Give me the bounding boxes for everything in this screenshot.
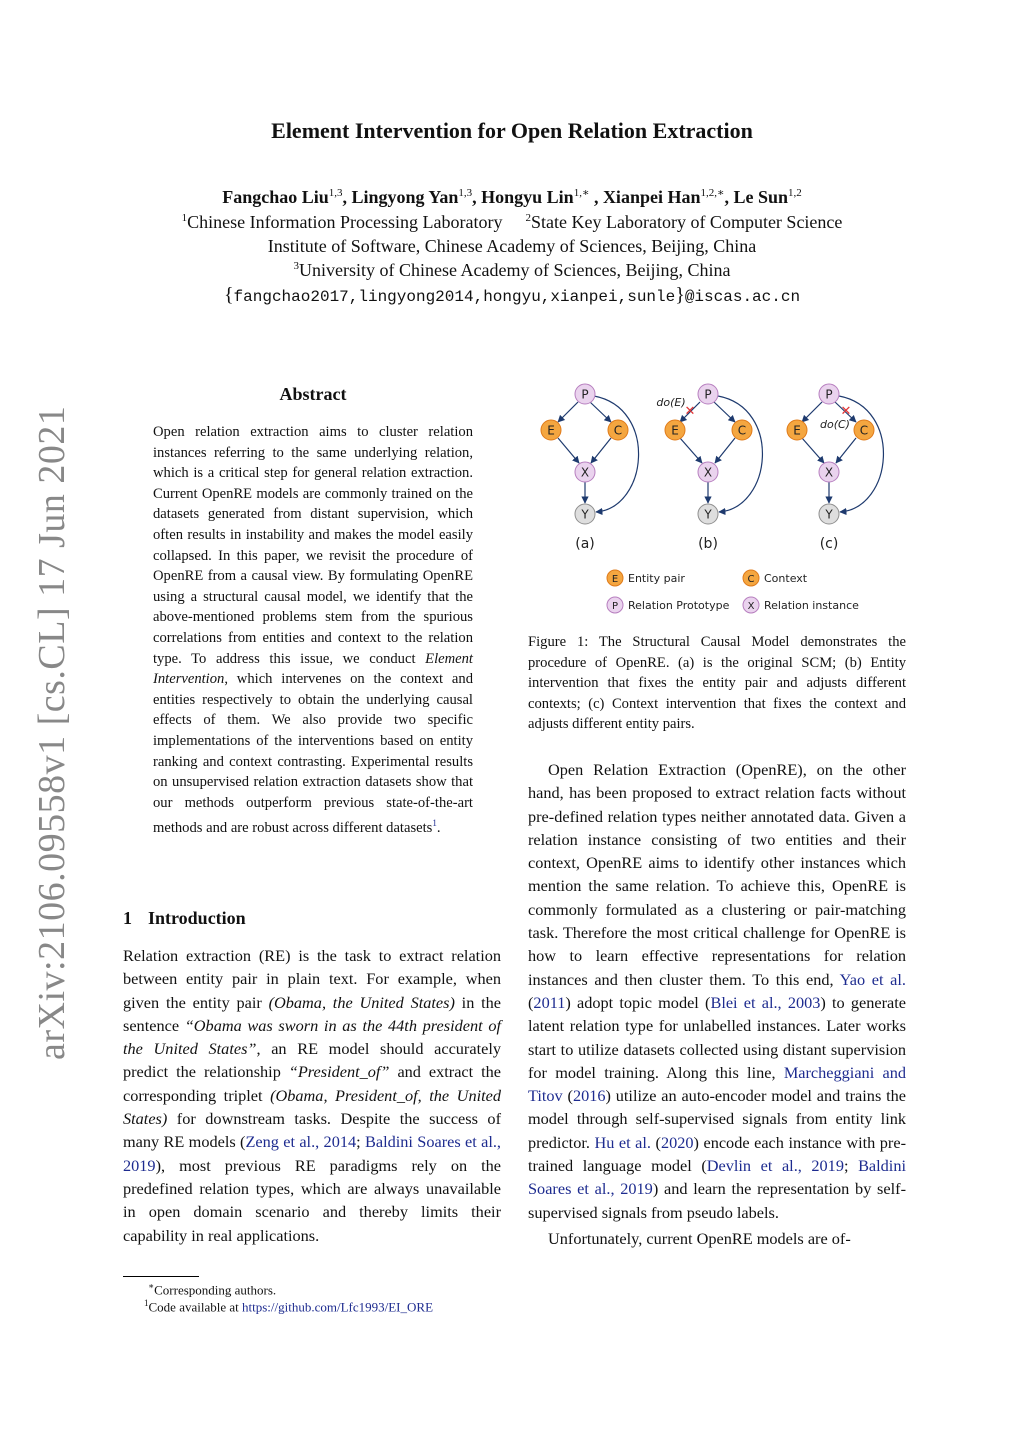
node-label: C: [613, 423, 623, 438]
footnote-text: Corresponding authors.: [154, 1282, 277, 1298]
affiliation-mark: 1: [181, 212, 188, 224]
citation-link[interactable]: Baldini Soares et al., 2019: [123, 1132, 501, 1175]
email-users: fangchao2017,lingyong2014,hongyu,xianpei,sunle: [233, 288, 676, 306]
footnote-mark: 1: [144, 1298, 149, 1308]
author-affiliation-mark: 1,∗: [573, 187, 590, 199]
intro-text: in the sentence: [123, 992, 502, 1035]
body-text: utilize an auto-encoder model and trains the model through self-supervised signals from entity link predictor.: [528, 1086, 906, 1152]
email-brace-close: }: [675, 284, 685, 306]
affiliation-ucas: University of Chinese Academy of Sciences, Beijing, China: [299, 260, 731, 280]
node-label: C: [859, 423, 869, 438]
do-e-label: do(E): [656, 396, 686, 409]
edge-e-x: [680, 438, 702, 463]
abstract-text: , which intervenes on the context and entities respectively to obtain the underlying causal effects of them. We also provide two specific implementations of the interventions based on entity ranking and context contrasting. Experimental results on unsupervised relation extraction datasets show that our methods outperform previous state-of-the-art methods and are robust across different datasets: [153, 671, 473, 837]
body-paragraph-2: Unfortunately, current OpenRE models are of-: [548, 1228, 851, 1248]
edge-c-x: [836, 438, 856, 463]
author-name: Hongyu Lin: [481, 187, 574, 207]
intro-text: for downstream tasks. Despite the success of many RE models (: [123, 1109, 501, 1152]
citation-link[interactable]: Devlin et al., 2019: [706, 1156, 844, 1176]
body-text: encode each instance with pre-trained language model (: [528, 1132, 906, 1176]
author-affiliation-mark: 1,2,∗: [700, 187, 725, 199]
edge-p-y: [594, 396, 639, 512]
body-text: ) and learn the representation by self-supervised signals from pseudo labels.: [528, 1179, 906, 1222]
author-name: Le Sun: [733, 187, 788, 207]
legend-node-letter: P: [611, 601, 619, 612]
citation-paren: ): [565, 992, 571, 1012]
edge-p-c: [590, 402, 611, 422]
citation-paren: (: [562, 1086, 573, 1106]
citation-link[interactable]: Hu et al.: [594, 1132, 651, 1152]
node-label: P: [704, 387, 712, 402]
node-label: C: [737, 423, 747, 438]
edge-e-x: [558, 438, 579, 463]
author-separator: ,: [342, 187, 352, 207]
citation-paren: (: [651, 1132, 661, 1152]
edge-c-x: [715, 438, 735, 463]
section-number: 1: [123, 908, 132, 928]
body-text: Open Relation Extraction (OpenRE), on the other hand, has been proposed to extract relation facts without pre-defined relation types neither annotated data. Given a relation instance consisting of two entities and their context, OpenRE aims to identify other instances which mention the same relation. To achieve this, OpenRE is commonly formulated as a clustering or pair-matching task. Therefore the most critical challenge for OpenRE is how to learn effective representations for relation instances and then cluster them. To this end,: [528, 760, 906, 989]
author-affiliation-mark: 1,3: [458, 187, 473, 199]
intro-text: and extract the corresponding triplet: [123, 1062, 501, 1105]
edge-p-c: [714, 402, 735, 422]
citation-paren: ): [605, 1086, 611, 1106]
author-separator: ,: [724, 187, 734, 207]
footnote-divider: [123, 1276, 199, 1277]
author-emails: [0, 284, 1024, 307]
cut-edge-cross: ✕: [840, 404, 852, 419]
email-brace-open: {: [223, 284, 234, 306]
intro-text: ), most previous RE paradigms rely on the predefined relation types, which are always unavailable in open domain scenario and thereby limits their capability in real applications.: [123, 1155, 501, 1245]
footnote-code: [144, 1298, 433, 1315]
panel-label-a: (a): [575, 536, 595, 552]
body-text: ) to generate latent relation type for unlabelled instances. Later works start to utilize datasets collected using distant supervision for model training. Along this line,: [528, 992, 907, 1082]
citation-paren: (: [528, 992, 534, 1012]
abstract-text: Open relation extraction aims to cluster relation instances referring to the same underlying relation, which is a critical step for general relation extraction. Current OpenRE models are commonly trained on the datasets generated from distant supervision, which often results in instability and makes the model easily collapsed. In this paper, we revisit the procedure of OpenRE from a causal view. By formulating OpenRE using a structural causal model, we identify that the above-mentioned problems stem from the spurious correlations from entities and context to the relation type. To address this issue, we conduct: [153, 424, 473, 667]
intro-text: Relation extraction (RE) is the task to extract relation between entity pair in plain text. For example, when given the entity pair: [123, 946, 501, 1012]
edge-e-x: [802, 438, 824, 463]
affiliation-line-3: [0, 260, 1024, 281]
scm-panel-b: [656, 384, 762, 552]
example-entity-pair: (Obama, the United States): [268, 992, 455, 1012]
body-text: adopt topic model (: [570, 992, 711, 1012]
legend-context: Context: [764, 572, 808, 585]
footnote-text: Code available at: [148, 1299, 242, 1315]
edge-p-e: [558, 402, 578, 422]
section-title: Introduction: [148, 908, 246, 928]
node-label: X: [580, 465, 590, 480]
author-list: [0, 186, 1024, 208]
legend-node-letter: E: [611, 574, 619, 585]
affiliation-cip-lab: Chinese Information Processing Laboratory: [187, 212, 503, 232]
arxiv-sidebar-id: arXiv:2106.09558v1 [cs.CL] 17 Jun 2021: [31, 405, 73, 1060]
edge-p-y: [718, 396, 762, 512]
footnote-mark: ∗: [148, 1281, 155, 1291]
author-affiliation-mark: 1,3: [328, 187, 343, 199]
citation-link[interactable]: Baldini Soares et al., 2019: [528, 1156, 906, 1199]
cut-edge-cross: ✕: [684, 404, 696, 419]
figure-caption: Figure 1: The Structural Causal Model demonstrates the procedure of OpenRE. (a) is the original SCM; (b) Entity intervention that fixes the entity pair and adjusts different contexts; (c) Context intervention that fixes the context and adjusts different entity pairs.: [528, 634, 906, 733]
footnote-ref[interactable]: 1: [432, 818, 437, 829]
panel-label-b: (b): [698, 536, 718, 552]
node-label: E: [547, 423, 555, 438]
citation-link[interactable]: Marcheggiani and Titov: [528, 1062, 907, 1106]
legend-node-letter: C: [747, 574, 755, 585]
right-column-body: [528, 758, 906, 1250]
intro-text: , an RE model should accurately predict the relationship: [123, 1039, 501, 1082]
citation-link[interactable]: 2020: [660, 1132, 694, 1152]
citation-separator: ;: [356, 1132, 365, 1152]
author-separator: ,: [472, 187, 482, 207]
citation-link[interactable]: 2016: [572, 1086, 606, 1106]
section-heading-introduction: [123, 908, 246, 929]
citation-link[interactable]: 2011: [533, 992, 566, 1012]
abstract-body: [153, 422, 473, 839]
author-name: Xianpei Han: [602, 187, 701, 207]
author-name: Lingyong Yan: [351, 187, 459, 207]
node-label: P: [825, 387, 833, 402]
affiliation-skl-cs: State Key Laboratory of Computer Science: [531, 212, 843, 232]
example-sentence: “Obama was sworn in as the 44th president of the United States”: [123, 1015, 501, 1059]
author-affiliation-mark: 1,2: [787, 187, 802, 199]
affiliation-line-2: Institute of Software, Chinese Academy of Sciences, Beijing, China: [267, 236, 757, 256]
example-relation: “President_of”: [288, 1062, 390, 1082]
legend-entity-pair: Entity pair: [628, 572, 685, 585]
node-label: X: [703, 465, 713, 480]
node-label: E: [671, 423, 679, 438]
legend-relation-prototype: Relation Prototype: [628, 599, 730, 612]
legend-node-letter: X: [747, 601, 755, 612]
abstract-method-name: Element Intervention: [153, 650, 473, 688]
affiliation-line-1: [0, 212, 1024, 233]
node-label: X: [824, 465, 834, 480]
citation-link[interactable]: Yao et al.: [839, 969, 906, 989]
intro-paragraph: [123, 944, 501, 1247]
affiliation-mark: 2: [525, 212, 531, 224]
abstract-heading: Abstract: [279, 384, 347, 404]
author-name: Fangchao Liu: [222, 187, 329, 207]
footnote-corresponding: [148, 1281, 276, 1298]
paper-title: Element Intervention for Open Relation Extraction: [271, 118, 753, 143]
example-triplet: (Obama, President_of, the United States): [123, 1085, 501, 1129]
citation-link[interactable]: Zeng et al., 2014: [245, 1132, 357, 1152]
abstract-text-end: .: [436, 820, 441, 837]
edge-p-e: [802, 402, 822, 422]
citation-separator: ;: [843, 1156, 859, 1176]
email-domain: @iscas.ac.cn: [684, 288, 801, 306]
scm-figure: [528, 378, 908, 618]
scm-panel-c: [787, 384, 883, 552]
code-repo-link[interactable]: https://github.com/Lfc1993/EI_ORE: [242, 1299, 434, 1315]
node-label: P: [581, 387, 589, 402]
scm-panel-a: [541, 384, 639, 552]
legend-relation-instance: Relation instance: [764, 599, 859, 612]
do-c-label: do(C): [820, 418, 850, 431]
scm-legend: [607, 570, 859, 613]
node-label: Y: [581, 507, 589, 522]
citation-paren: ): [693, 1132, 699, 1152]
citation-link[interactable]: Blei et al., 2003: [710, 992, 821, 1012]
node-label: Y: [704, 507, 712, 522]
author-separator: ,: [589, 187, 603, 207]
panel-label-c: (c): [819, 536, 839, 552]
node-label: E: [793, 423, 801, 438]
affiliation-mark: 3: [293, 260, 300, 272]
edge-c-x: [591, 438, 611, 463]
node-label: Y: [825, 507, 833, 522]
